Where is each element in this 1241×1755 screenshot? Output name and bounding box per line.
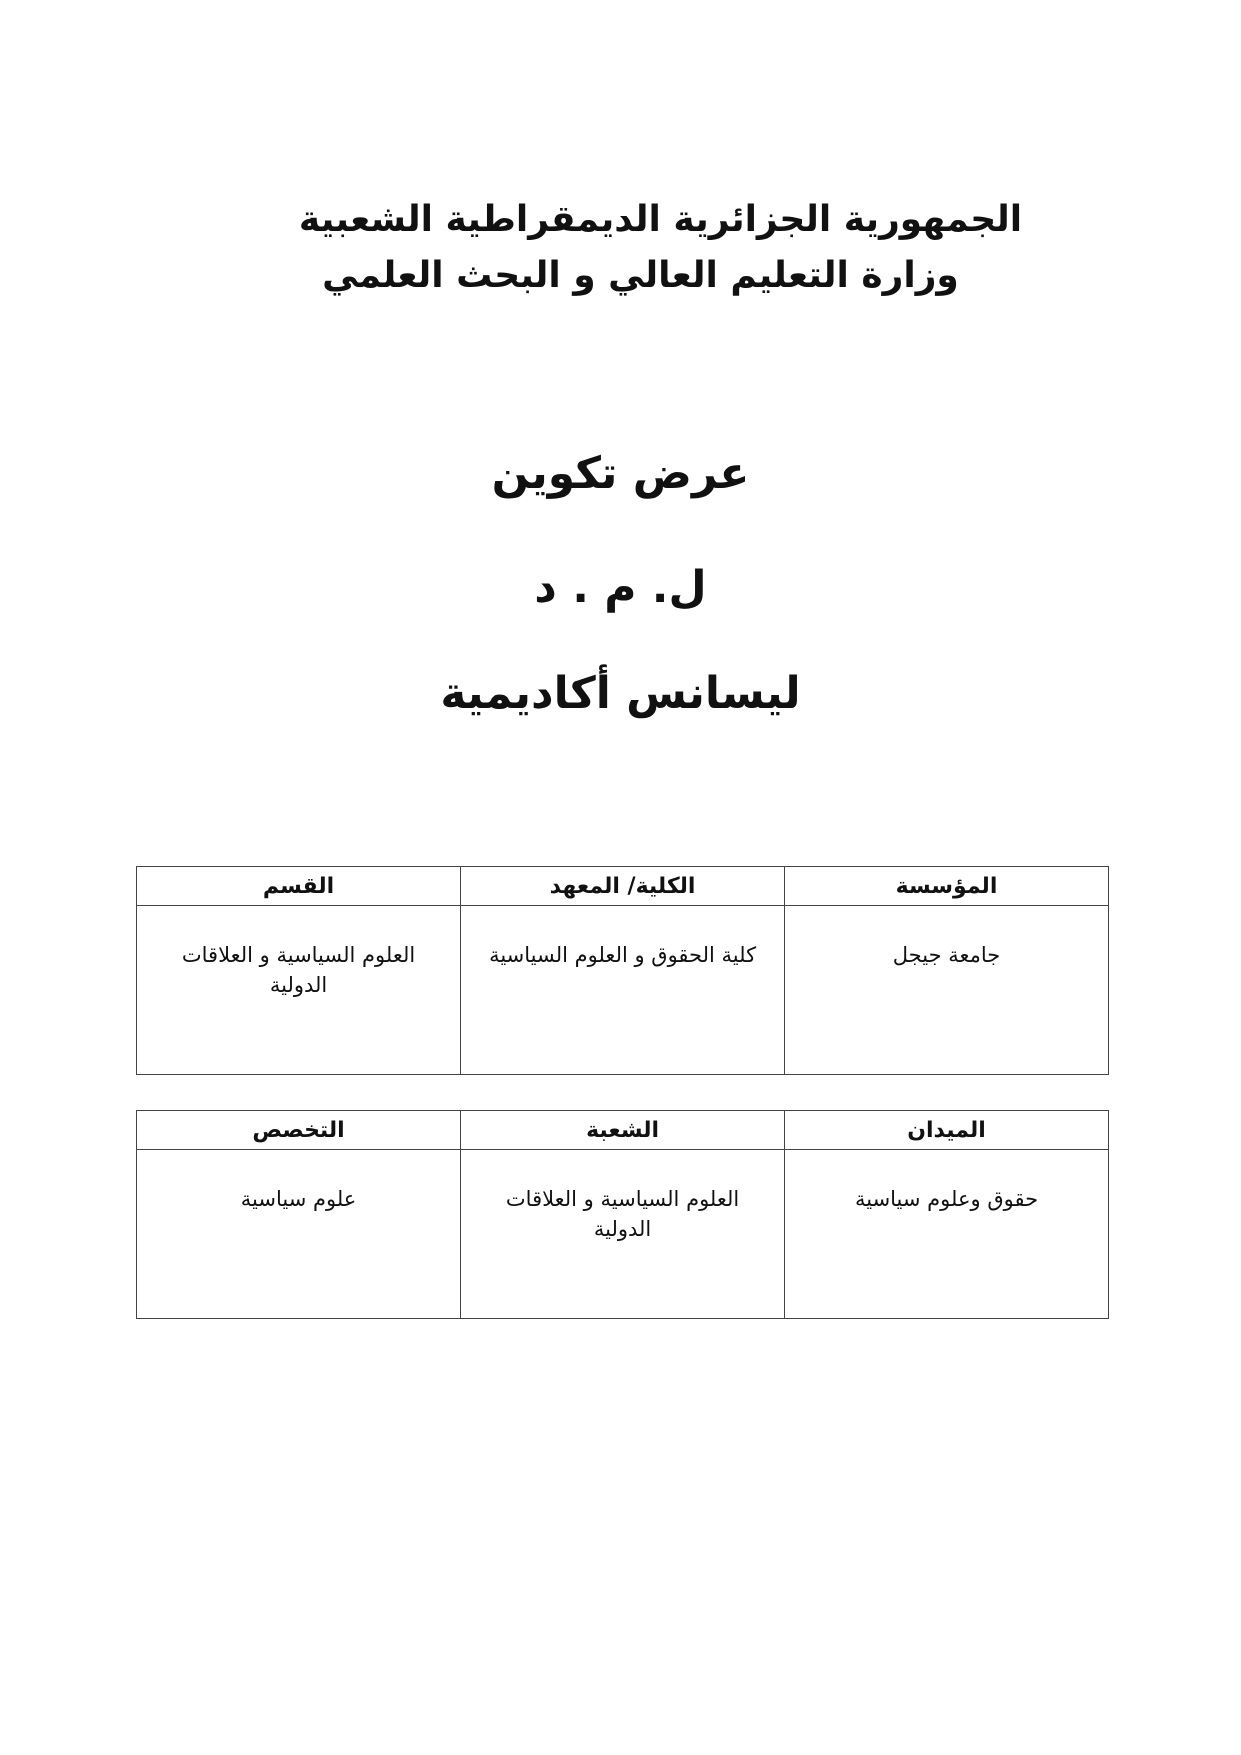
table-row <box>137 1150 1109 1319</box>
header-faculty: الكلية/ المعهد <box>461 867 785 906</box>
cell-domain: حقوق وعلوم سياسية <box>785 1150 1109 1319</box>
offer-title: عرض تكوين <box>491 448 750 499</box>
header-domain: الميدان <box>785 1111 1109 1150</box>
institution-table <box>136 866 1109 1075</box>
cell-institution: جامعة جيجل <box>785 906 1109 1075</box>
cell-faculty: كلية الحقوق و العلوم السياسية <box>461 906 785 1075</box>
cell-department: العلوم السياسية و العلاقات الدولية <box>137 906 461 1075</box>
degree-title: ليسانس أكاديمية <box>440 668 801 719</box>
table-header-row <box>137 1111 1109 1150</box>
ministry-name: وزارة التعليم العالي و البحث العلمي <box>322 255 959 296</box>
header-specialty: التخصص <box>137 1111 461 1150</box>
header-department: القسم <box>137 867 461 906</box>
cell-specialty: علوم سياسية <box>137 1150 461 1319</box>
domain-table <box>136 1110 1109 1319</box>
table-row <box>137 906 1109 1075</box>
republic-name: الجمهورية الجزائرية الديمقراطية الشعبية <box>298 199 1023 240</box>
table-header-row <box>137 867 1109 906</box>
lmd-title: ل. م . د <box>534 562 707 613</box>
header-branch: الشعبة <box>461 1111 785 1150</box>
header-institution: المؤسسة <box>785 867 1109 906</box>
cell-branch: العلوم السياسية و العلاقات الدولية <box>461 1150 785 1319</box>
